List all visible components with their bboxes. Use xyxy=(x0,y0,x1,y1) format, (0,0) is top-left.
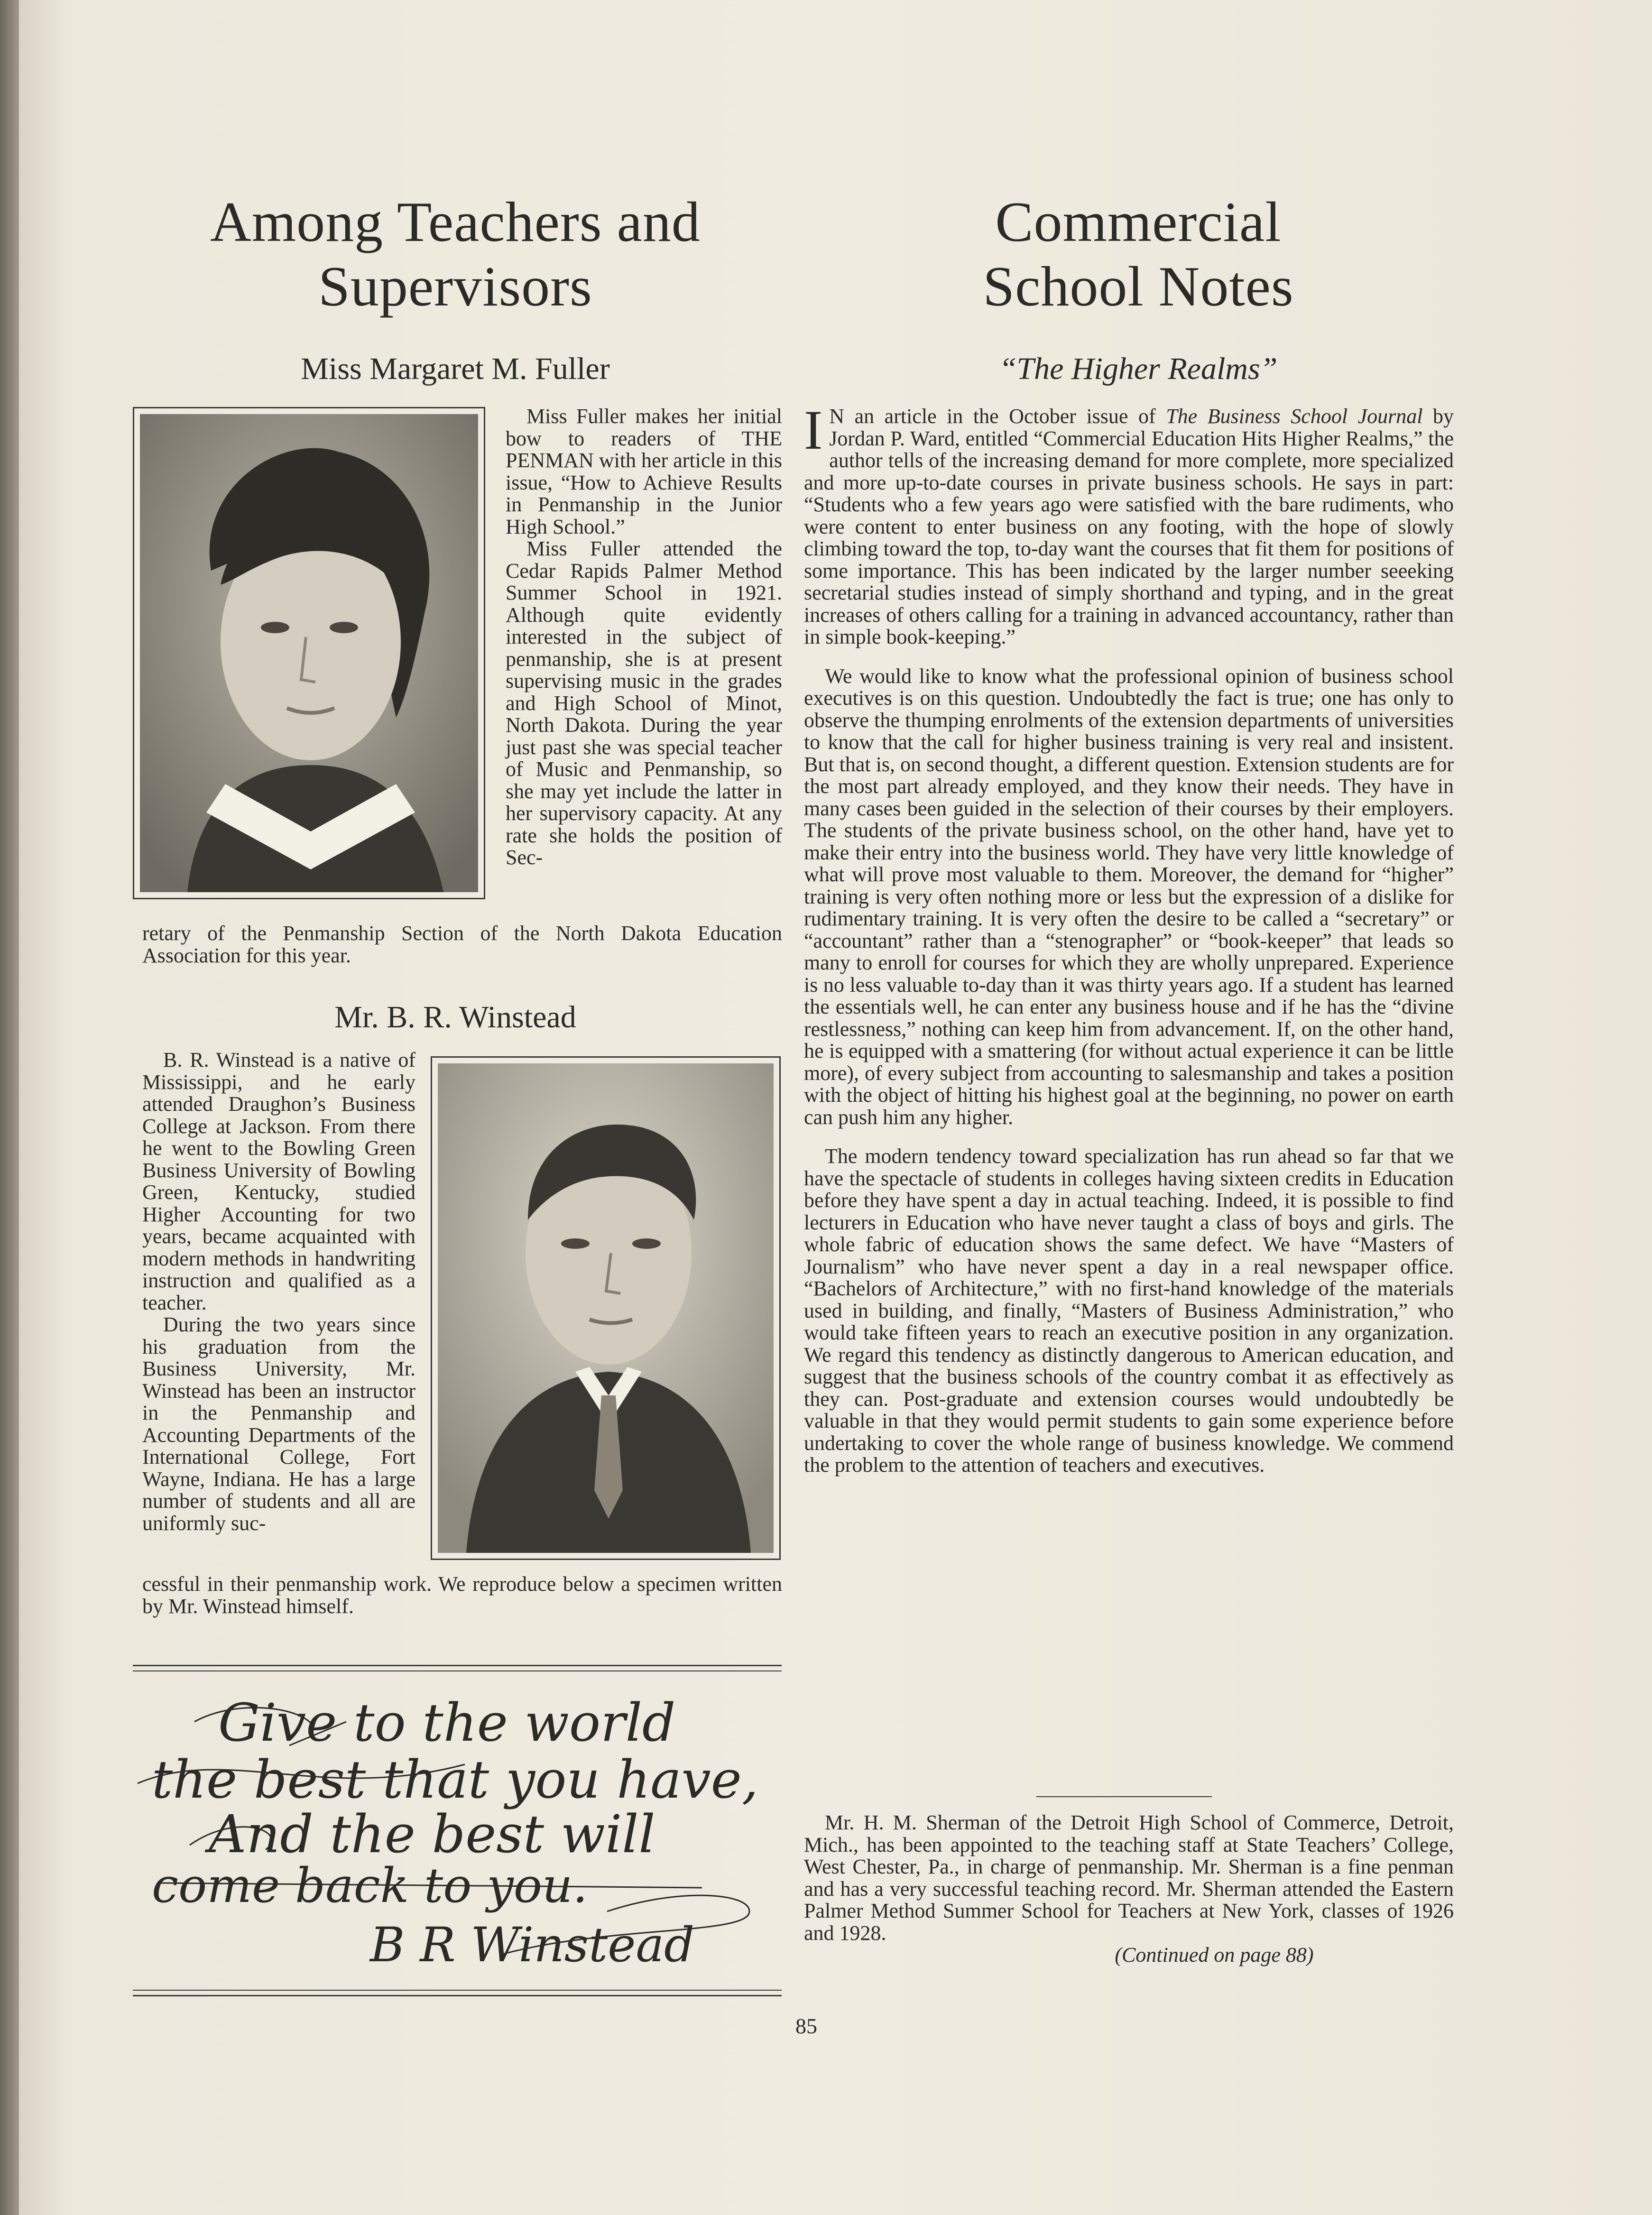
drop-cap: I xyxy=(804,399,823,461)
specimen-bottom-rule-thin xyxy=(133,1990,782,1991)
fuller-paragraph-3: retary of the Penmanship Section of the North Dakota Education Association for this year. xyxy=(142,922,782,967)
right-title-line-2: School Notes xyxy=(983,255,1294,318)
fuller-portrait xyxy=(133,407,485,899)
specimen-line-3: And the best will xyxy=(209,1804,655,1864)
winstead-paragraph-2: During the two years since his graduation from the Business University, Mr. Winstead has been an instructor in the Penmanship and Accounting Departments of the International College, Fort Wayne, Indiana. He has a large number of students and all are uniformly suc- xyxy=(142,1313,415,1535)
journal-title: The Business School Journal xyxy=(1166,405,1423,428)
fuller-bio-below xyxy=(142,923,782,967)
penmanship-flourish-image xyxy=(133,1689,782,1997)
winstead-bio-below xyxy=(142,1573,782,1617)
higher-realms-paragraph-2: We would like to know what the professional opinion of business school executives is on this question. Undoubtedly the fact is true; one has only to observe the thumping enrolments of the extension departments of universities to know that the call for higher business training is very real and insistent. But that is, on second thought, a different question. Extension students are for the most part already employed, and they know their needs. They have in many cases been guided in the selection of their courses by their employers. The students of the private business school, on the other hand, have yet to make their entry into the business world. They have very little knowledge of what will prove most valuable to them. Moreover, the demand for “higher” training is very often nothing more or less but the expression of a dislike for rudimentary training. It is very often the desire to be called a “secretary” or “accountant” rather than a “stenographer” or “book-keeper” that leads so many to enroll for courses for which they are wholly unprepared. Experience is no less valuable to-day than it was thirty years ago. If a student has learned the essentials well, he can enter any business house and if he has the “divine restlessness,” nothing can keep him from advancement. If, on the other hand, he is equipped with a smattering (for without actual experience it can be little more), of every subject from accounting to salesmanship and takes a position with the object of hitting his highest goal at the beginning, no power on earth can push him any higher. xyxy=(804,664,1454,1129)
winstead-portrait-image xyxy=(438,1063,774,1553)
right-section-title xyxy=(821,190,1456,319)
specimen-top-rule-thin xyxy=(133,1670,782,1671)
fuller-paragraph-2: Miss Fuller attended the Cedar Rapids Palmer Method Summer School in 1921. Although quite evidently interested in the subject of penmanship, she is at present supervising music in the grades and High School of Minot, North Dakota. During the year just past she was special teacher of Music and Penmanship, so she may yet include the latter in her supervisory capacity. At any rate she holds the position of Sec- xyxy=(506,537,782,869)
magazine-page xyxy=(19,0,1652,2215)
higher-realms-paragraph-3: The modern tendency toward specialization has run ahead so far that we have the spectacle of students in colleges having sixteen credits in Education before they have spent a day in actual teaching. Indeed, it is possible to find lecturers in Education who have never taught a class of boys and girls. The whole fabric of education shows the same defect. We have “Masters of Journalism” who have never spent a day in a real newspaper office. “Bachelors of Architecture,” with no first-hand knowledge of the materials used in building, and finally, “Masters of Business Administration,” who would take fifteen years to reach an executive position in any organization. We regard this tendency as distinctly dangerous to American education, and suggest that the business schools of the country combat it as effectively as they can. Post-graduate and extension courses would undoubtedly be valuable in that they would permit students to gain some experience before undertaking to cover the whole range of business knowledge. We commend the problem to the attention of teachers and executives. xyxy=(804,1144,1454,1477)
fuller-portrait-image xyxy=(140,414,478,892)
left-title-line-2: Supervisors xyxy=(318,255,592,318)
specimen-signature: B R Winstead xyxy=(370,1917,695,1973)
specimen-line-2: the best that you have, xyxy=(152,1749,758,1810)
left-section-title xyxy=(142,190,768,319)
left-title-line-1: Among Teachers and xyxy=(210,190,701,253)
continued-note: (Continued on page 88) xyxy=(1115,1943,1314,1966)
sherman-paragraph: Mr. H. M. Sherman of the Detroit High School of Commerce, Detroit, Mich., has been appointed to the teaching staff at State Teachers’ College, West Chester, Pa., in charge of penmanship. Mr. Sherman is a fine penman and has a very successful teaching record. Mr. Sherman attended the Eastern Palmer Method Summer School for Teachers at New York, classes of 1926 and 1928. xyxy=(804,1811,1454,1945)
higher-realms-paragraph-1: I N an article in the October issue of The Business School Journal by Jordan P. Ward, entitled “Commercial Education Hits Higher Realms,” the author tells of the increasing demand for more complete, more specialized and more up-to-date courses in private business schools. He says in part: “Students who a few years ago were satisfied with the bare rudiments, who were content to enter business on any footing, with the hope of slowly climbing toward the top, to-day want the courses that fit them for positions of some importance. This has been indicated by the larger number seeeking secretarial studies instead of simply shorthand and typing, and in the great increases of others calling for a training in advanced accountancy, rather than in simple book-keeping.” xyxy=(804,399,1454,648)
right-title-line-1: Commercial xyxy=(995,190,1282,253)
specimen-line-1: Give to the world xyxy=(218,1692,676,1753)
specimen-line-4: come back to you. xyxy=(152,1858,588,1913)
higher-realms-heading: “The Higher Realms” xyxy=(999,351,1278,386)
winstead-portrait xyxy=(431,1056,781,1560)
specimen-bottom-rule xyxy=(133,1995,782,1996)
page-number: 85 xyxy=(795,2014,817,2038)
winstead-heading: Mr. B. R. Winstead xyxy=(334,1000,576,1034)
specimen-top-rule xyxy=(133,1665,782,1666)
fuller-heading: Miss Margaret M. Fuller xyxy=(301,351,610,386)
fuller-bio-beside xyxy=(506,406,782,869)
winstead-bio-beside xyxy=(142,1049,415,1534)
fuller-paragraph-1: Miss Fuller makes her initial bow to readers of THE PENMAN with her article in this issue, “How to Achieve Results in Penmanship in the Junior High School.” xyxy=(506,405,782,538)
section-divider xyxy=(1036,1796,1212,1797)
handwriting-specimen xyxy=(133,1689,782,1997)
winstead-paragraph-3: cessful in their penmanship work. We reproduce below a specimen written by Mr. Winstead himself. xyxy=(142,1572,782,1618)
winstead-paragraph-1: B. R. Winstead is a native of Mississippi, and he early attended Draughon’s Business College at Jackson. From there he went to the Bowling Green Business University of Bowling Green, Kentucky, studied Higher Accounting for two years, became acquainted with modern methods in handwriting instruction and qualified as a teacher. xyxy=(142,1048,415,1314)
sherman-note xyxy=(804,1812,1454,1966)
higher-realms-article xyxy=(804,399,1454,1477)
